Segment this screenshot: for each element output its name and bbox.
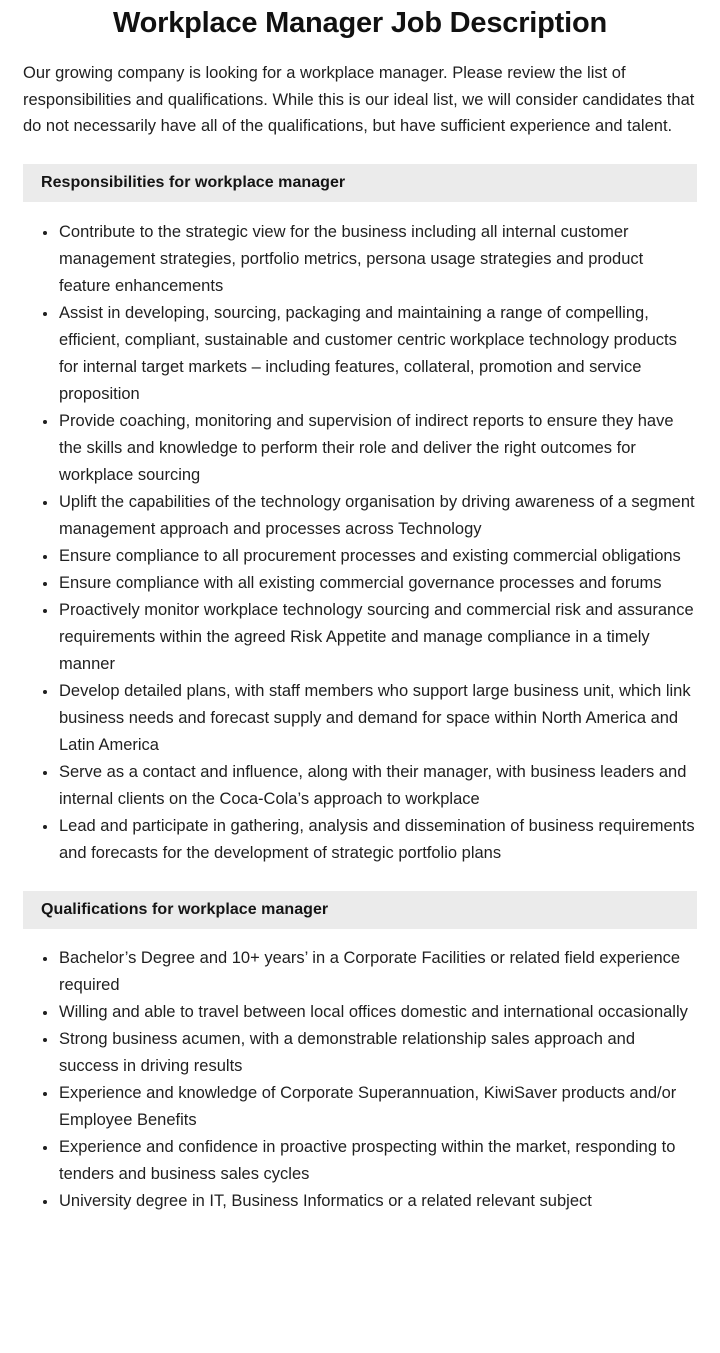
page-title: Workplace Manager Job Description [112, 7, 608, 39]
responsibilities-list [0, 219, 720, 867]
list-item: University degree in IT, Business Informatics or a related relevant subject [0, 1188, 697, 1215]
list-item: Strong business acumen, with a demonstrable relationship sales approach and success in driving results [0, 1026, 697, 1080]
section-heading-label: Qualifications for workplace manager [41, 900, 329, 918]
qualifications-list [0, 945, 720, 1215]
list-item: Willing and able to travel between local offices domestic and international occasionally [0, 999, 697, 1026]
list-item: Ensure compliance to all procurement processes and existing commercial obligations [0, 543, 697, 570]
list-item: Proactively monitor workplace technology sourcing and commercial risk and assurance requirements within the agreed Risk Appetite and manage compliance in a timely manner [0, 597, 697, 678]
section-header-qualifications [23, 891, 697, 929]
list-item: Uplift the capabilities of the technology organisation by driving awareness of a segment management approach and processes across Technology [0, 489, 697, 543]
section-heading-label: Responsibilities for workplace manager [41, 173, 346, 191]
list-item: Experience and knowledge of Corporate Superannuation, KiwiSaver products and/or Employee Benefits [0, 1080, 697, 1134]
list-item: Ensure compliance with all existing commercial governance processes and forums [0, 570, 697, 597]
list-item: Bachelor’s Degree and 10+ years’ in a Corporate Facilities or related field experience required [0, 945, 697, 999]
list-item: Serve as a contact and influence, along with their manager, with business leaders and internal clients on the Coca-Cola’s approach to workplace [0, 759, 697, 813]
section-qualifications [0, 891, 720, 1215]
list-item: Experience and confidence in proactive prospecting within the market, responding to tenders and business sales cycles [0, 1134, 697, 1188]
list-item: Provide coaching, monitoring and supervision of indirect reports to ensure they have the skills and knowledge to perform their role and deliver the right outcomes for workplace sourcing [0, 408, 697, 489]
list-item: Develop detailed plans, with staff members who support large business unit, which link business needs and forecast supply and demand for space within North America and Latin America [0, 678, 697, 759]
section-responsibilities [0, 164, 720, 867]
page-bottom-spacer [0, 1215, 720, 1251]
list-item: Assist in developing, sourcing, packaging and maintaining a range of compelling, efficient, compliant, sustainable and customer centric workplace technology products for internal target markets – including features, collateral, promotion and service proposition [0, 300, 697, 408]
section-header-responsibilities [23, 164, 697, 202]
intro-paragraph: Our growing company is looking for a workplace manager. Please review the list of responsibilities and qualifications. While this is our ideal list, we will consider candidates that do not necessarily have all of the qualifications, but have sufficient experience and talent. [23, 64, 695, 135]
list-item: Contribute to the strategic view for the business including all internal customer management strategies, portfolio metrics, persona usage strategies and product feature enhancements [0, 219, 697, 300]
list-item: Lead and participate in gathering, analysis and dissemination of business requirements and forecasts for the development of strategic portfolio plans [0, 813, 697, 867]
